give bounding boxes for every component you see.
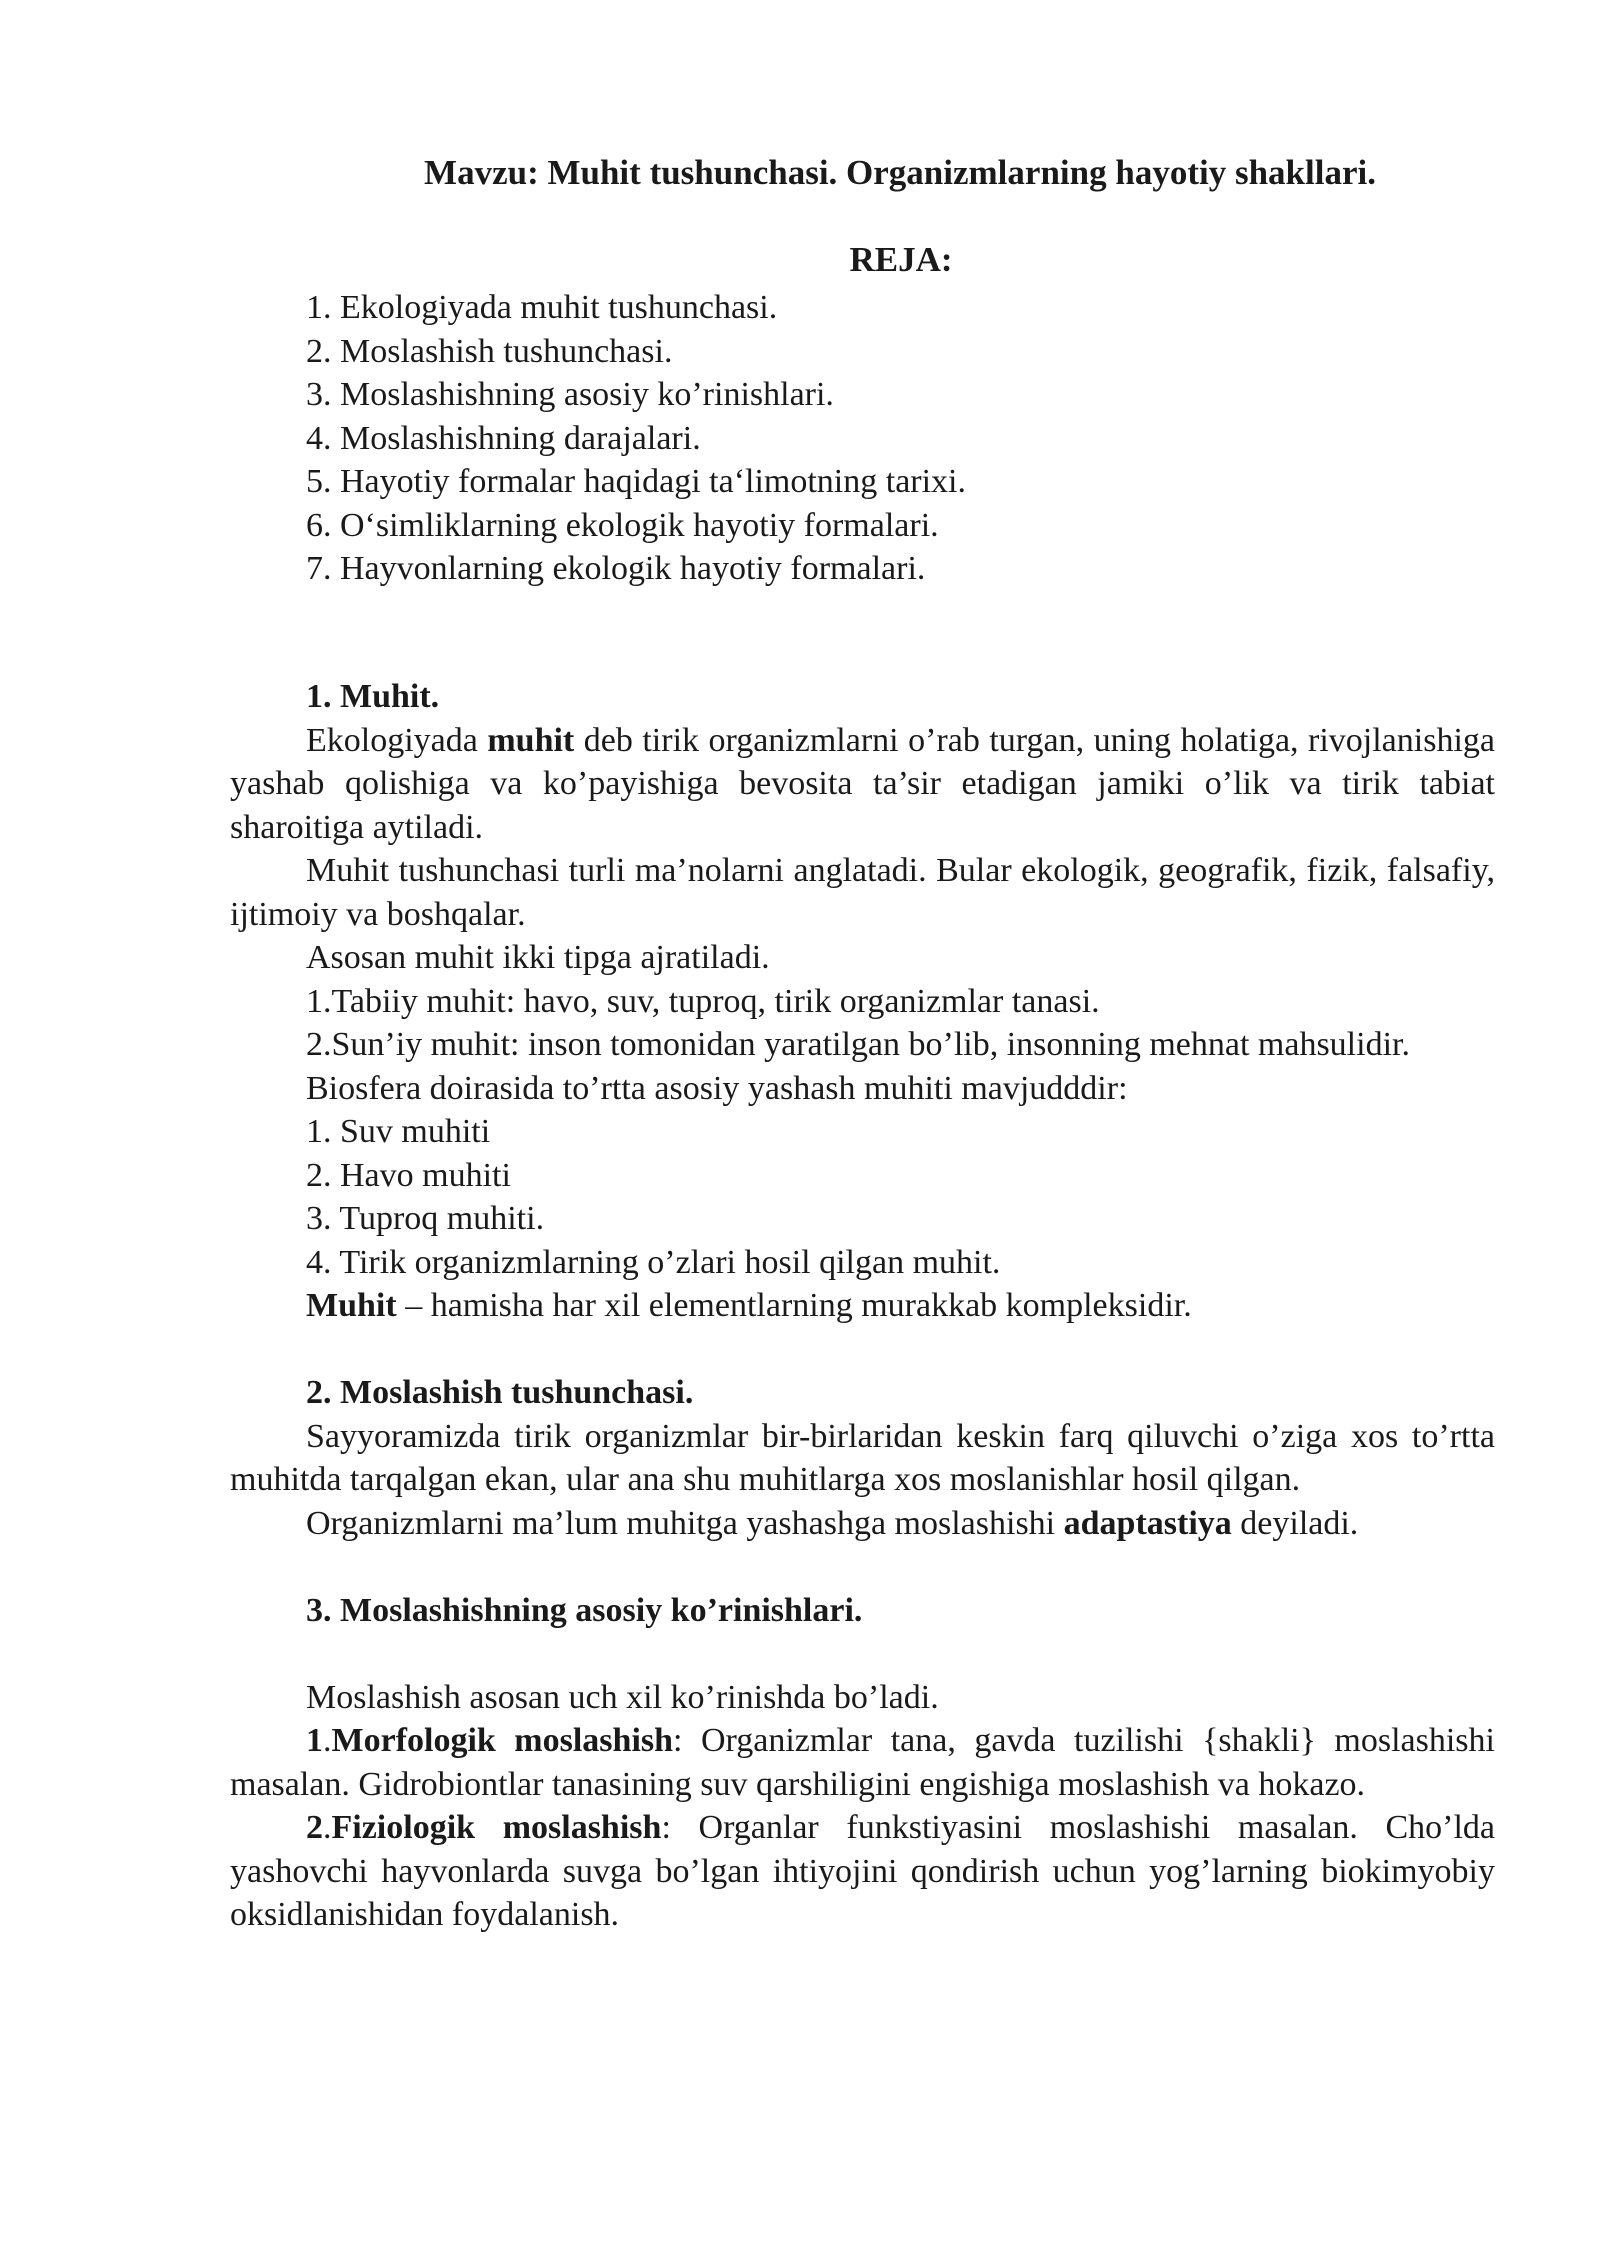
bold-term: adaptastiya: [1063, 1504, 1232, 1542]
list-item: 2. Havo muhiti: [306, 1156, 511, 1194]
bold-term: Morfologik moslashish: [331, 1722, 674, 1759]
plan-item: 7. Hayvonlarning ekologik hayotiy formalari.: [306, 550, 926, 587]
paragraph: Sayyoramizda tirik organizmlar bir-birlaridan keskin farq qiluvchi o’ziga xos to’rtta muhitda tarqalgan ekan, ular ana shu muhitlarga xos moslanishlar hosil qilgan.: [230, 1417, 1495, 1498]
list-item: 1. Suv muhiti: [306, 1113, 491, 1150]
document-title: Mavzu: Muhit tushunchasi. Organizmlarning hayotiy shakllari.: [424, 153, 1376, 192]
plan-item: 2. Moslashish tushunchasi.: [306, 332, 673, 370]
spacer: [230, 1545, 1495, 1589]
section-heading-moslashish: 2. Moslashish tushunchasi.: [306, 1374, 694, 1411]
list-item: 3. Tuproq muhiti.: [306, 1200, 545, 1237]
spacer: [230, 1632, 1495, 1676]
bold-term: Muhit: [306, 1287, 397, 1324]
paragraph: Muhit – hamisha har xil elementlarning murakkab kompleksidir.: [306, 1287, 1192, 1324]
plan-item: 5. Hayotiy formalar haqidagi ta‘limotning tarixi.: [306, 463, 966, 500]
plan-heading: REJA:: [849, 240, 953, 279]
plan-item: 4. Moslashishning darajalari.: [306, 419, 701, 457]
plan-item: 6. O‘simliklarning ekologik hayotiy formalari.: [306, 506, 939, 544]
plan-item: 3. Moslashishning asosiy ko’rinishlari.: [306, 376, 834, 413]
spacer: [230, 1328, 1495, 1372]
paragraph: 2.Sun’iy muhit: inson tomonidan yaratilgan bo’lib, insonning mehnat mahsulidir.: [306, 1026, 1410, 1063]
paragraph: Organizmlarni ma’lum muhitga yashashga moslashishi adaptastiya deyiladi.: [306, 1504, 1359, 1542]
paragraph: Ekologiyada muhit deb tirik organizmlarni o’rab turgan, uning holatiga, rivojlanishiga yashab qolishiga va ko’payishiga bevosita ta’sir etadigan jamiki o’lik va tirik tabiat sharoitiga aytiladi.: [230, 721, 1495, 846]
paragraph: Muhit tushunchasi turli ma’nolarni anglatadi. Bular ekologik, geografik, fizik, falsafiy, ijtimoiy va boshqalar.: [230, 852, 1495, 933]
document-body: [230, 675, 1495, 1937]
list-item: 4. Tirik organizmlarning o’zlari hosil qilgan muhit.: [306, 1243, 1001, 1281]
section-heading-muhit: 1. Muhit.: [306, 678, 440, 715]
section-heading-korinishlar: 3. Moslashishning asosiy ko’rinishlari.: [306, 1591, 863, 1629]
plan-item: 1. Ekologiyada muhit tushunchasi.: [306, 289, 778, 326]
paragraph: Moslashish asosan uch xil ko’rinishda bo’ladi.: [306, 1678, 939, 1716]
paragraph: Asosan muhit ikki tipga ajratiladi.: [306, 939, 770, 976]
bold-term: Fiziologik moslashish: [331, 1809, 662, 1846]
paragraph: 1.Morfologik moslashish: Organizmlar tana, gavda tuzilishi {shakli} moslashishi masalan. Gidrobiontlar tanasining suv qarshiligini engishiga moslashish va hokazo.: [230, 1722, 1495, 1803]
paragraph: 2.Fiziologik moslashish: Organlar funkstiyasini moslashishi masalan. Cho’lda yashovchi hayvonlarda suvga bo’lgan ihtiyojini qondirish uchun yog’larning biokimyobiy oksidlanishidan foydalanish.: [230, 1809, 1496, 1933]
plan-list: [306, 286, 966, 591]
bold-term: muhit: [487, 721, 575, 759]
paragraph: 1.Tabiiy muhit: havo, suv, tuproq, tirik organizmlar tanasi.: [306, 982, 1100, 1020]
paragraph: Biosfera doirasida to’rtta asosiy yashash muhiti mavjudddir:: [306, 1069, 1128, 1107]
